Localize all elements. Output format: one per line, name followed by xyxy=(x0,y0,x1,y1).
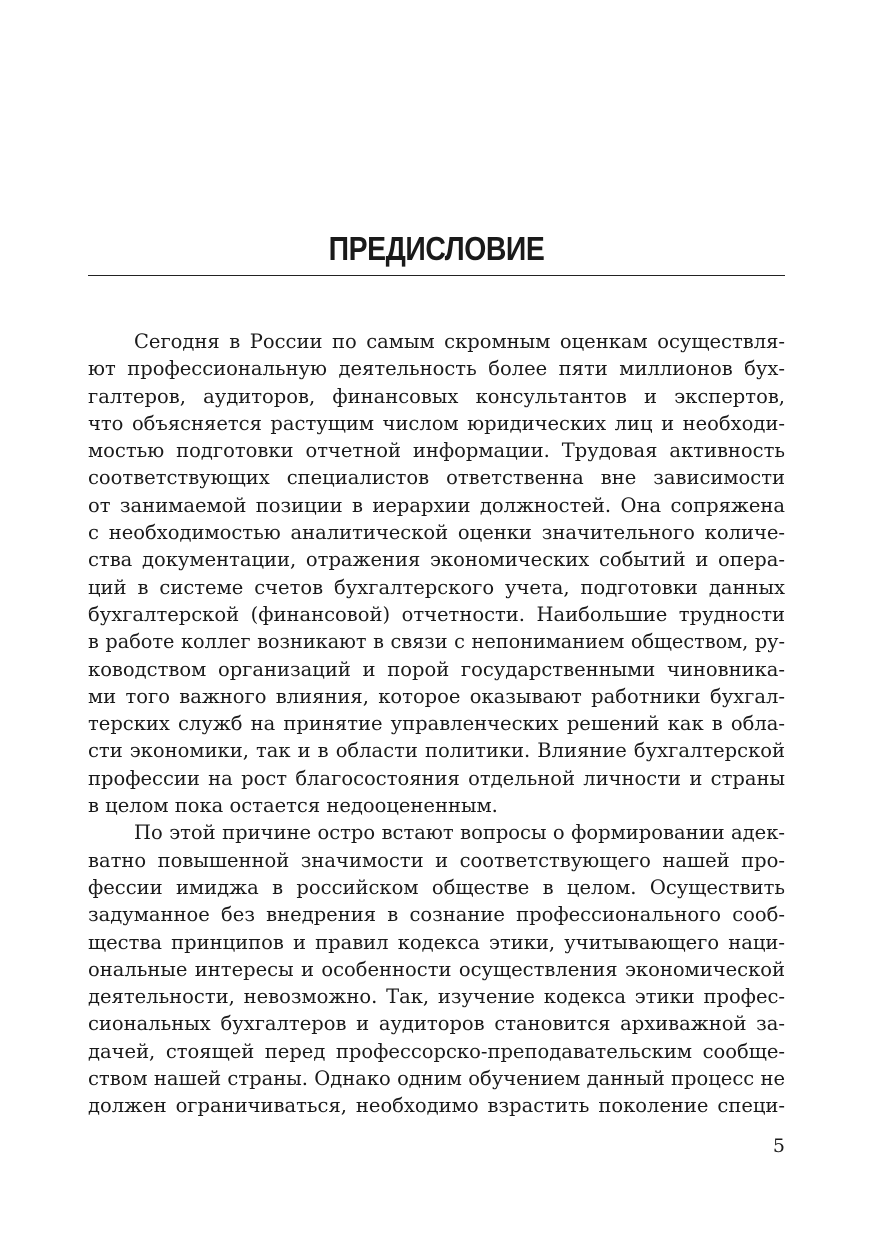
text-line: Сегодня в России по самым скромным оценкам осуществля- xyxy=(134,330,785,353)
text-line: с необходимостью аналитической оценки значительного количе- xyxy=(88,521,785,545)
text-line: ководством организаций и порой государственными чиновника- xyxy=(88,657,785,681)
text-line: фессии имиджа в российском обществе в целом. Осуществить xyxy=(88,875,785,899)
text-line: ми того важного влияния, которое оказывают работники бухгал- xyxy=(88,684,785,708)
text-line: ватно повышенной значимости и соответствующего нашей про- xyxy=(88,848,785,872)
text-line: от занимаемой позиции в иерархии должностей. Она сопряжена xyxy=(88,493,785,517)
preface-body xyxy=(88,328,785,1120)
text-line: профессии на рост благосостояния отдельной личности и страны xyxy=(88,766,785,790)
text-line: щества принципов и правил кодекса этики, учитывающего наци- xyxy=(88,930,785,954)
text-line: ством нашей страны. Однако одним обучением данный процесс не xyxy=(88,1067,785,1091)
text-line: деятельности, невозможно. Так, изучение кодекса этики профес- xyxy=(88,985,785,1009)
text-line: должен ограничиваться, необходимо взрастить поколение специ- xyxy=(88,1094,785,1118)
text-line: ональные интересы и особенности осуществления экономической xyxy=(88,957,785,981)
title-divider xyxy=(88,275,785,276)
text-line: терских служб на принятие управленческих решений как в обла- xyxy=(88,712,785,736)
page-title: ПРЕДИСЛОВИЕ xyxy=(328,230,545,267)
text-line: ций в системе счетов бухгалтерского учета, подготовки данных xyxy=(88,575,785,599)
text-line: сиональных бухгалтеров и аудиторов становится архиважной за- xyxy=(88,1012,785,1036)
paragraph-2 xyxy=(88,819,785,1119)
page-number: 5 xyxy=(772,1135,785,1157)
text-line: дачей, стоящей перед профессорско-преподавательским сообще- xyxy=(88,1039,785,1063)
text-line: задуманное без внедрения в сознание профессионального сооб- xyxy=(88,903,785,927)
text-line: что объясняется растущим числом юридических лиц и необходи- xyxy=(88,411,785,435)
paragraph-1 xyxy=(88,328,785,819)
text-line: сти экономики, так и в области политики. Влияние бухгалтерской xyxy=(88,739,785,763)
text-line: в целом пока остается недооцененным. xyxy=(88,794,498,818)
text-line: мостью подготовки отчетной информации. Трудовая активность xyxy=(88,439,785,463)
text-line: галтеров, аудиторов, финансовых консультантов и экспертов, xyxy=(88,384,785,408)
text-line: бухгалтерской (финансовой) отчетности. Наибольшие трудности xyxy=(88,602,785,626)
text-line: По этой причине остро встают вопросы о формировании адек- xyxy=(134,821,785,845)
text-line: соответствующих специалистов ответственна вне зависимости xyxy=(88,466,785,490)
text-line: ства документации, отражения экономических событий и опера- xyxy=(88,548,785,572)
text-line: ют профессиональную деятельность более пяти миллионов бух- xyxy=(88,357,785,381)
text-line: в работе коллег возникают в связи с непониманием обществом, ру- xyxy=(88,630,785,654)
